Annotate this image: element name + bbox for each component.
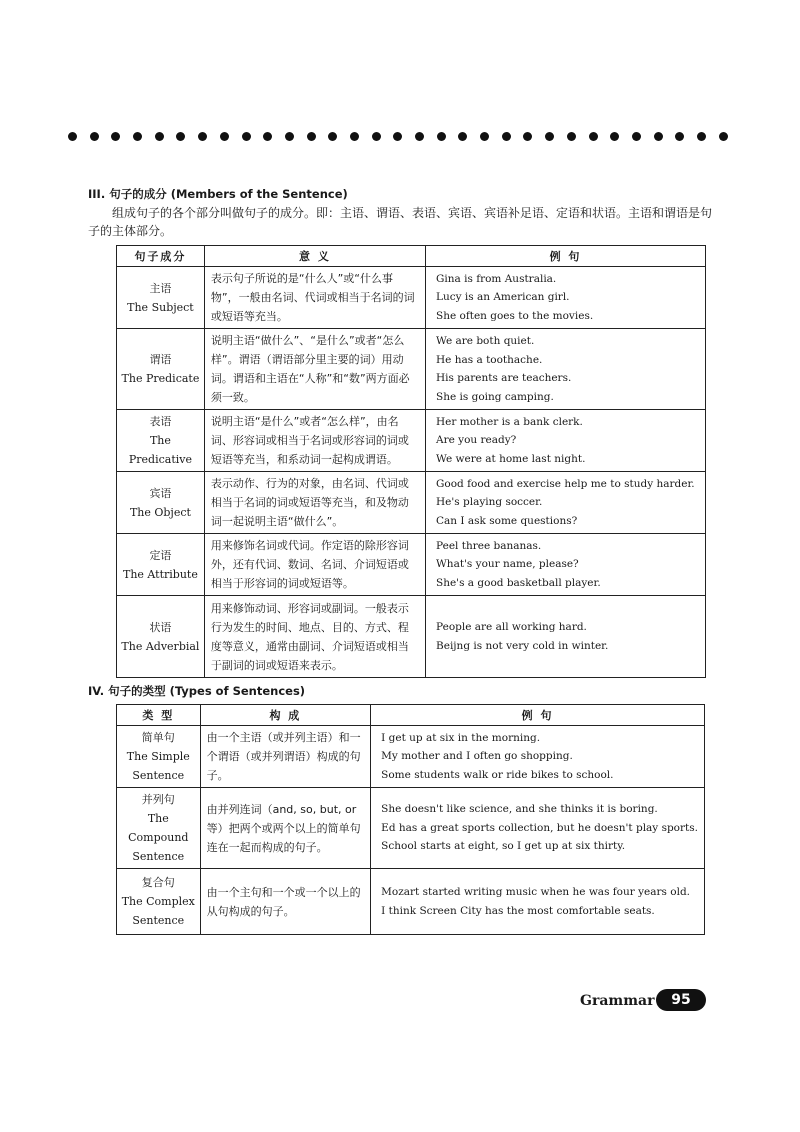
section-3-intro: 组成句子的各个部分叫做句子的成分。即：主语、谓语、表语、宾语、宾语补足语、定语和状语。主语和谓语是句子的主体部分。: [88, 206, 713, 238]
table-row: [117, 726, 705, 788]
example-sentence: We are both quiet.: [436, 335, 535, 347]
example-sentence: Her mother is a bank clerk.: [436, 415, 583, 428]
member-zh: 表语: [149, 415, 172, 428]
example-sentence: Beijng is not very cold in winter.: [436, 639, 609, 652]
divider-dot: [697, 132, 706, 141]
example-sentence: My mother and I often go shopping.: [381, 750, 573, 763]
type-en: The Complex: [121, 895, 195, 908]
example-cell: [426, 472, 706, 534]
divider-dot: [350, 132, 359, 141]
type-en: Sentence: [132, 850, 185, 863]
divider-dot: [458, 132, 467, 141]
example-cell: [371, 726, 705, 788]
table-row: [117, 472, 706, 534]
example-sentence: Lucy is an American girl.: [436, 291, 570, 304]
example-sentence: Ed has a great sports collection, but he doesn't play sports.: [381, 821, 698, 834]
structure-cell: 由并列连词（and, so, but, or等）把两个或两个以上的简单句连在一起而构成的句子。: [200, 788, 371, 869]
divider-dot: [437, 132, 446, 141]
divider-dot: [567, 132, 576, 141]
example-sentence: She doesn't like science, and she thinks it is boring.: [381, 803, 658, 816]
member-zh: 谓语: [149, 353, 172, 366]
divider-dot: [242, 132, 251, 141]
type-en: Sentence: [132, 769, 185, 782]
divider-dot: [719, 132, 728, 141]
table-header-row: [117, 705, 705, 726]
member-cell: [117, 596, 205, 678]
member-en: The Attribute: [123, 567, 198, 581]
example-sentence: She often goes to the movies.: [436, 309, 594, 322]
divider-dot: [220, 132, 229, 141]
example-sentence: Peel three bananas.: [436, 539, 542, 552]
example-sentence: People are all working hard.: [436, 621, 587, 633]
structure-cell: 由一个主句和一个或一个以上的从句构成的句子。: [200, 869, 371, 935]
table-row: [117, 534, 706, 596]
meaning-cell: 用来修饰名词或代词。作定语的除形容词外，还有代词、数词、名词、介词短语或相当于形容词的词或短语等。: [204, 534, 425, 596]
type-en: The Simple: [126, 750, 190, 763]
example-sentence: She is going camping.: [436, 390, 554, 403]
section-3-heading: III. 句子的成分 (Members of the Sentence): [88, 187, 348, 201]
example-sentence: We were at home last night.: [436, 452, 586, 465]
table-row: [117, 596, 706, 678]
table-row: [117, 329, 706, 410]
header-type: 类 型: [117, 705, 201, 726]
header-member: 句子成分: [117, 246, 205, 267]
divider-dot: [198, 132, 207, 141]
divider-dot: [285, 132, 294, 141]
example-cell: [426, 267, 706, 329]
divider-dot: [133, 132, 142, 141]
page-number: 95: [656, 989, 706, 1011]
divider-dot: [415, 132, 424, 141]
member-en: The Predicative: [128, 434, 192, 466]
divider-dot: [502, 132, 511, 141]
divider-dot: [480, 132, 489, 141]
divider-dot: [393, 132, 402, 141]
example-sentence: He has a toothache.: [436, 353, 543, 366]
member-en: The Predicate: [121, 372, 200, 385]
example-sentence: I think Screen City has the most comfortable seats.: [381, 904, 655, 917]
example-sentence: Good food and exercise help me to study harder.: [436, 477, 695, 490]
type-zh: 并列句: [141, 793, 175, 806]
divider-dot: [675, 132, 684, 141]
header-example: 例 句: [371, 705, 705, 726]
member-cell: [117, 534, 205, 596]
example-sentence: Some students walk or ride bikes to school.: [381, 768, 614, 781]
example-cell: [426, 596, 706, 678]
header-structure: 构 成: [200, 705, 371, 726]
divider-dot: [90, 132, 99, 141]
member-cell: [117, 472, 205, 534]
divider-dot: [632, 132, 641, 141]
member-en: The Subject: [127, 300, 194, 314]
example-sentence: Can I ask some questions?: [436, 514, 578, 527]
type-zh: 简单句: [141, 731, 175, 744]
divider-dot: [589, 132, 598, 141]
member-zh: 定语: [149, 548, 172, 562]
divider-dot: [111, 132, 120, 141]
member-cell: [117, 267, 205, 329]
member-en: The Adverbial: [121, 639, 200, 653]
divider-dot: [372, 132, 381, 141]
type-cell: [117, 788, 201, 869]
example-cell: [426, 534, 706, 596]
table-row: [117, 869, 705, 935]
type-cell: [117, 869, 201, 935]
example-cell: [371, 869, 705, 935]
divider-dot: [68, 132, 77, 141]
structure-cell: 由一个主语（或并列主语）和一个谓语（或并列谓语）构成的句子。: [200, 726, 371, 788]
header-meaning: 意 义: [204, 246, 425, 267]
divider-dot: [523, 132, 532, 141]
meaning-cell: 说明主语“是什么”或者“怎么样”，由名词、形容词或相当于名词或形容词的词或短语等充当，和系动词一起构成谓语。: [204, 410, 425, 472]
divider-dot: [654, 132, 663, 141]
divider-dot: [155, 132, 164, 141]
member-en: The Object: [129, 505, 191, 519]
sentence-members-table: [116, 245, 706, 678]
divider-dot: [328, 132, 337, 141]
member-cell: [117, 329, 205, 410]
example-sentence: She's a good basketball player.: [436, 576, 601, 589]
type-en: Sentence: [132, 914, 185, 927]
type-zh: 复合句: [141, 876, 175, 889]
divider-dot: [545, 132, 554, 141]
member-zh: 状语: [149, 620, 172, 634]
type-en: The Compound: [128, 812, 189, 844]
type-cell: [117, 726, 201, 788]
footer-label: Grammar: [580, 993, 655, 1009]
member-zh: 主语: [149, 281, 172, 295]
meaning-cell: 说明主语“做什么”、“是什么”或者“怎么样”。谓语（谓语部分里主要的词）用动词。谓语和主语在“人称”和“数”两方面必须一致。: [204, 329, 425, 410]
example-cell: [371, 788, 705, 869]
header-example: 例 句: [426, 246, 706, 267]
sentence-types-table: [116, 704, 705, 935]
divider-dot: [263, 132, 272, 141]
example-sentence: I get up at six in the morning.: [381, 731, 541, 744]
dot-divider: [68, 128, 728, 144]
member-cell: [117, 410, 205, 472]
example-sentence: Mozart started writing music when he was four years old.: [381, 886, 691, 898]
divider-dot: [610, 132, 619, 141]
member-zh: 宾语: [149, 486, 172, 500]
divider-dot: [307, 132, 316, 141]
example-sentence: He's playing soccer.: [436, 496, 543, 509]
example-sentence: What's your name, please?: [436, 558, 579, 571]
section-4-heading: IV. 句子的类型 (Types of Sentences): [88, 684, 306, 698]
meaning-cell: 表示动作、行为的对象，由名词、代词或相当于名词的词或短语等充当，和及物动词一起说明主语“做什么”。: [204, 472, 425, 534]
example-cell: [426, 329, 706, 410]
example-cell: [426, 410, 706, 472]
example-sentence: School starts at eight, so I get up at six thirty.: [381, 840, 626, 853]
table-row: [117, 410, 706, 472]
meaning-cell: 用来修饰动词、形容词或副词。一般表示行为发生的时间、地点、目的、方式、程度等意义，通常由副词、介词短语或相当于副词的词或短语来表示。: [204, 596, 425, 678]
meaning-cell: 表示句子所说的是“什么人”或“什么事物”，一般由名词、代词或相当于名词的词或短语等充当。: [204, 267, 425, 329]
example-sentence: Gina is from Australia.: [436, 272, 557, 285]
table-header-row: [117, 246, 706, 267]
example-sentence: His parents are teachers.: [436, 372, 572, 384]
table-row: [117, 267, 706, 329]
table-row: [117, 788, 705, 869]
divider-dot: [176, 132, 185, 141]
example-sentence: Are you ready?: [436, 434, 517, 447]
